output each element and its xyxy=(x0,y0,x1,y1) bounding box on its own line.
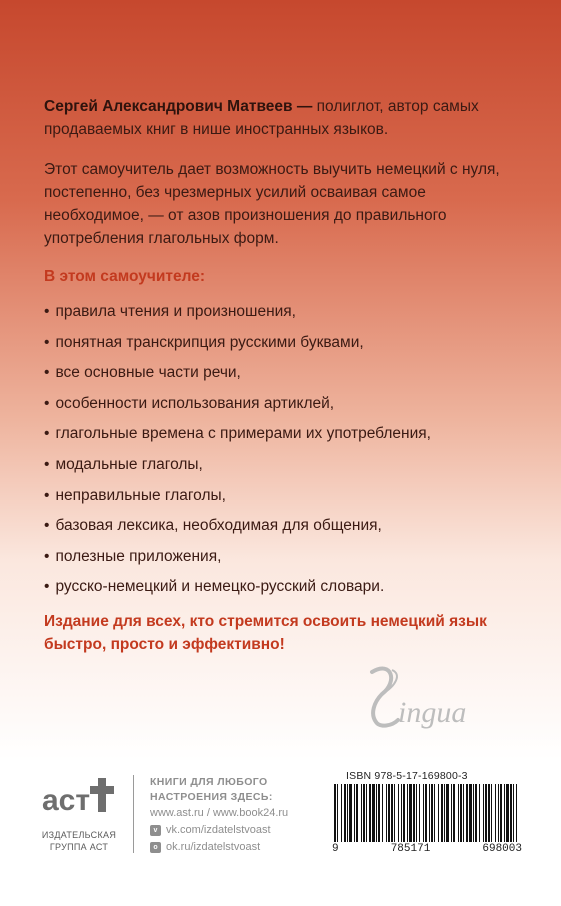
vk-link[interactable]: v vk.com/izdatelstvoast xyxy=(150,824,271,836)
vk-icon: v xyxy=(150,825,161,836)
bullet-icon: • xyxy=(44,517,50,535)
barcode-bar xyxy=(451,784,452,842)
footer-divider xyxy=(133,775,134,853)
barcode-bar xyxy=(391,784,393,842)
barcode-bar xyxy=(475,784,477,842)
ok-icon: o xyxy=(150,842,161,853)
features-heading: В этом самоучителе: xyxy=(44,268,206,285)
bullet-icon: • xyxy=(44,455,50,473)
barcode-digits: 9 785171 698003 xyxy=(332,843,522,855)
list-item: • русско-немецкий и немецко-русский словари. xyxy=(44,578,385,596)
barcode-bar xyxy=(409,784,412,842)
barcode-bar xyxy=(488,784,490,842)
barcode-bar xyxy=(491,784,492,842)
barcode-bar xyxy=(434,784,435,842)
barcode-bar xyxy=(386,784,387,842)
barcode-bar xyxy=(431,784,433,842)
list-item: • глагольные времена с примерами их употребления, xyxy=(44,425,431,443)
list-item: • модальные глаголы, xyxy=(44,455,203,473)
barcode-bar xyxy=(413,784,415,842)
barcode-bar xyxy=(369,784,371,842)
barcode-bar xyxy=(516,784,517,842)
bullet-icon: • xyxy=(44,333,50,351)
barcode-bar xyxy=(363,784,365,842)
bullet-icon: • xyxy=(44,394,50,412)
author-paragraph xyxy=(44,95,524,141)
list-item: • неправильные глаголы, xyxy=(44,486,226,504)
barcode-bar xyxy=(347,784,348,842)
barcode-bar xyxy=(334,784,336,842)
barcode-bar xyxy=(398,784,399,842)
barcode-bar xyxy=(388,784,390,842)
barcode-bar xyxy=(376,784,377,842)
barcode-bar xyxy=(344,784,346,842)
barcode-bar xyxy=(498,784,499,842)
bullet-icon: • xyxy=(44,547,50,565)
list-item: • правила чтения и произношения, xyxy=(44,303,296,320)
barcode-bar xyxy=(444,784,445,842)
barcode-bar xyxy=(361,784,362,842)
barcode-bar xyxy=(407,784,408,842)
barcode-bar xyxy=(510,784,512,842)
barcode-bar xyxy=(513,784,514,842)
barcode-bar xyxy=(473,784,474,842)
barcode-bar xyxy=(438,784,439,842)
barcode-bar xyxy=(366,784,367,842)
barcode-bar xyxy=(495,784,496,842)
barcode-bar xyxy=(425,784,427,842)
barcode-bar xyxy=(506,784,509,842)
ok-link[interactable]: o ok.ru/izdatelstvoast xyxy=(150,841,260,853)
bullet-icon: • xyxy=(44,486,50,504)
isbn-label: ISBN 978-5-17-169800-3 xyxy=(346,770,468,782)
barcode-bar xyxy=(458,784,459,842)
svg-text:ingua: ingua xyxy=(398,696,467,729)
barcode-bar xyxy=(401,784,402,842)
barcode-bar xyxy=(341,784,342,842)
barcode-bar xyxy=(403,784,405,842)
bullet-icon: • xyxy=(44,364,50,382)
barcode-bar xyxy=(441,784,443,842)
list-item: • полезные приложения, xyxy=(44,547,222,565)
book-description: Этот самоучитель дает возможность выучить немецкий с нуля, постепенно, без чрезмерных усилий осваивая самое необходимое, — от азов произношения до правильного употребления глагольных форм. xyxy=(44,161,500,247)
ast-logo-text: аст xyxy=(42,784,91,816)
barcode-bar xyxy=(378,784,380,842)
barcode-bar xyxy=(394,784,395,842)
barcode-bar xyxy=(372,784,375,842)
author-name: Сергей Александрович Матвеев — xyxy=(44,98,313,115)
publisher-caption: ИЗДАТЕЛЬСКАЯ ГРУППА АСТ xyxy=(41,830,117,852)
lingua-logo xyxy=(352,664,502,734)
website-links[interactable]: www.ast.ru / www.book24.ru xyxy=(150,807,289,819)
features-list xyxy=(44,297,431,603)
barcode-bar xyxy=(354,784,355,842)
barcode-bar xyxy=(485,784,487,842)
closing-statement: Издание для всех, кто стремится освоить немецкий язык быстро, просто и эффективно! xyxy=(44,613,487,653)
barcode-bar xyxy=(460,784,462,842)
barcode-bar xyxy=(419,784,420,842)
barcode-bar xyxy=(500,784,502,842)
bullet-icon: • xyxy=(44,425,50,443)
barcode-bar xyxy=(382,784,383,842)
barcode-bar xyxy=(349,784,352,842)
list-item: • базовая лексика, необходимая для общения, xyxy=(44,517,382,535)
barcode xyxy=(332,784,522,842)
barcode-bar xyxy=(337,784,338,842)
barcode-bar xyxy=(446,784,449,842)
barcode-bar xyxy=(483,784,484,842)
ast-logo xyxy=(40,776,120,816)
author-bio: полиглот, автор самых продаваемых книг в нише иностранных языков. xyxy=(44,98,479,138)
list-item: • понятная транскрипция русскими буквами, xyxy=(44,333,364,351)
books-heading: КНИГИ ДЛЯ ЛЮБОГО НАСТРОЕНИЯ ЗДЕСЬ: xyxy=(150,776,273,803)
barcode-bar xyxy=(466,784,468,842)
barcode-bar xyxy=(463,784,464,842)
barcode-bar xyxy=(356,784,358,842)
barcode-bar xyxy=(416,784,417,842)
barcode-bar xyxy=(423,784,424,842)
list-item: • особенности использования артиклей, xyxy=(44,394,335,412)
barcode-bar xyxy=(504,784,505,842)
barcode-bar xyxy=(469,784,472,842)
barcode-bar xyxy=(479,784,480,842)
bullet-icon: • xyxy=(44,578,50,596)
barcode-bar xyxy=(453,784,455,842)
list-item: • все основные части речи, xyxy=(44,364,241,382)
bullet-icon: • xyxy=(44,303,50,320)
barcode-bar xyxy=(429,784,430,842)
